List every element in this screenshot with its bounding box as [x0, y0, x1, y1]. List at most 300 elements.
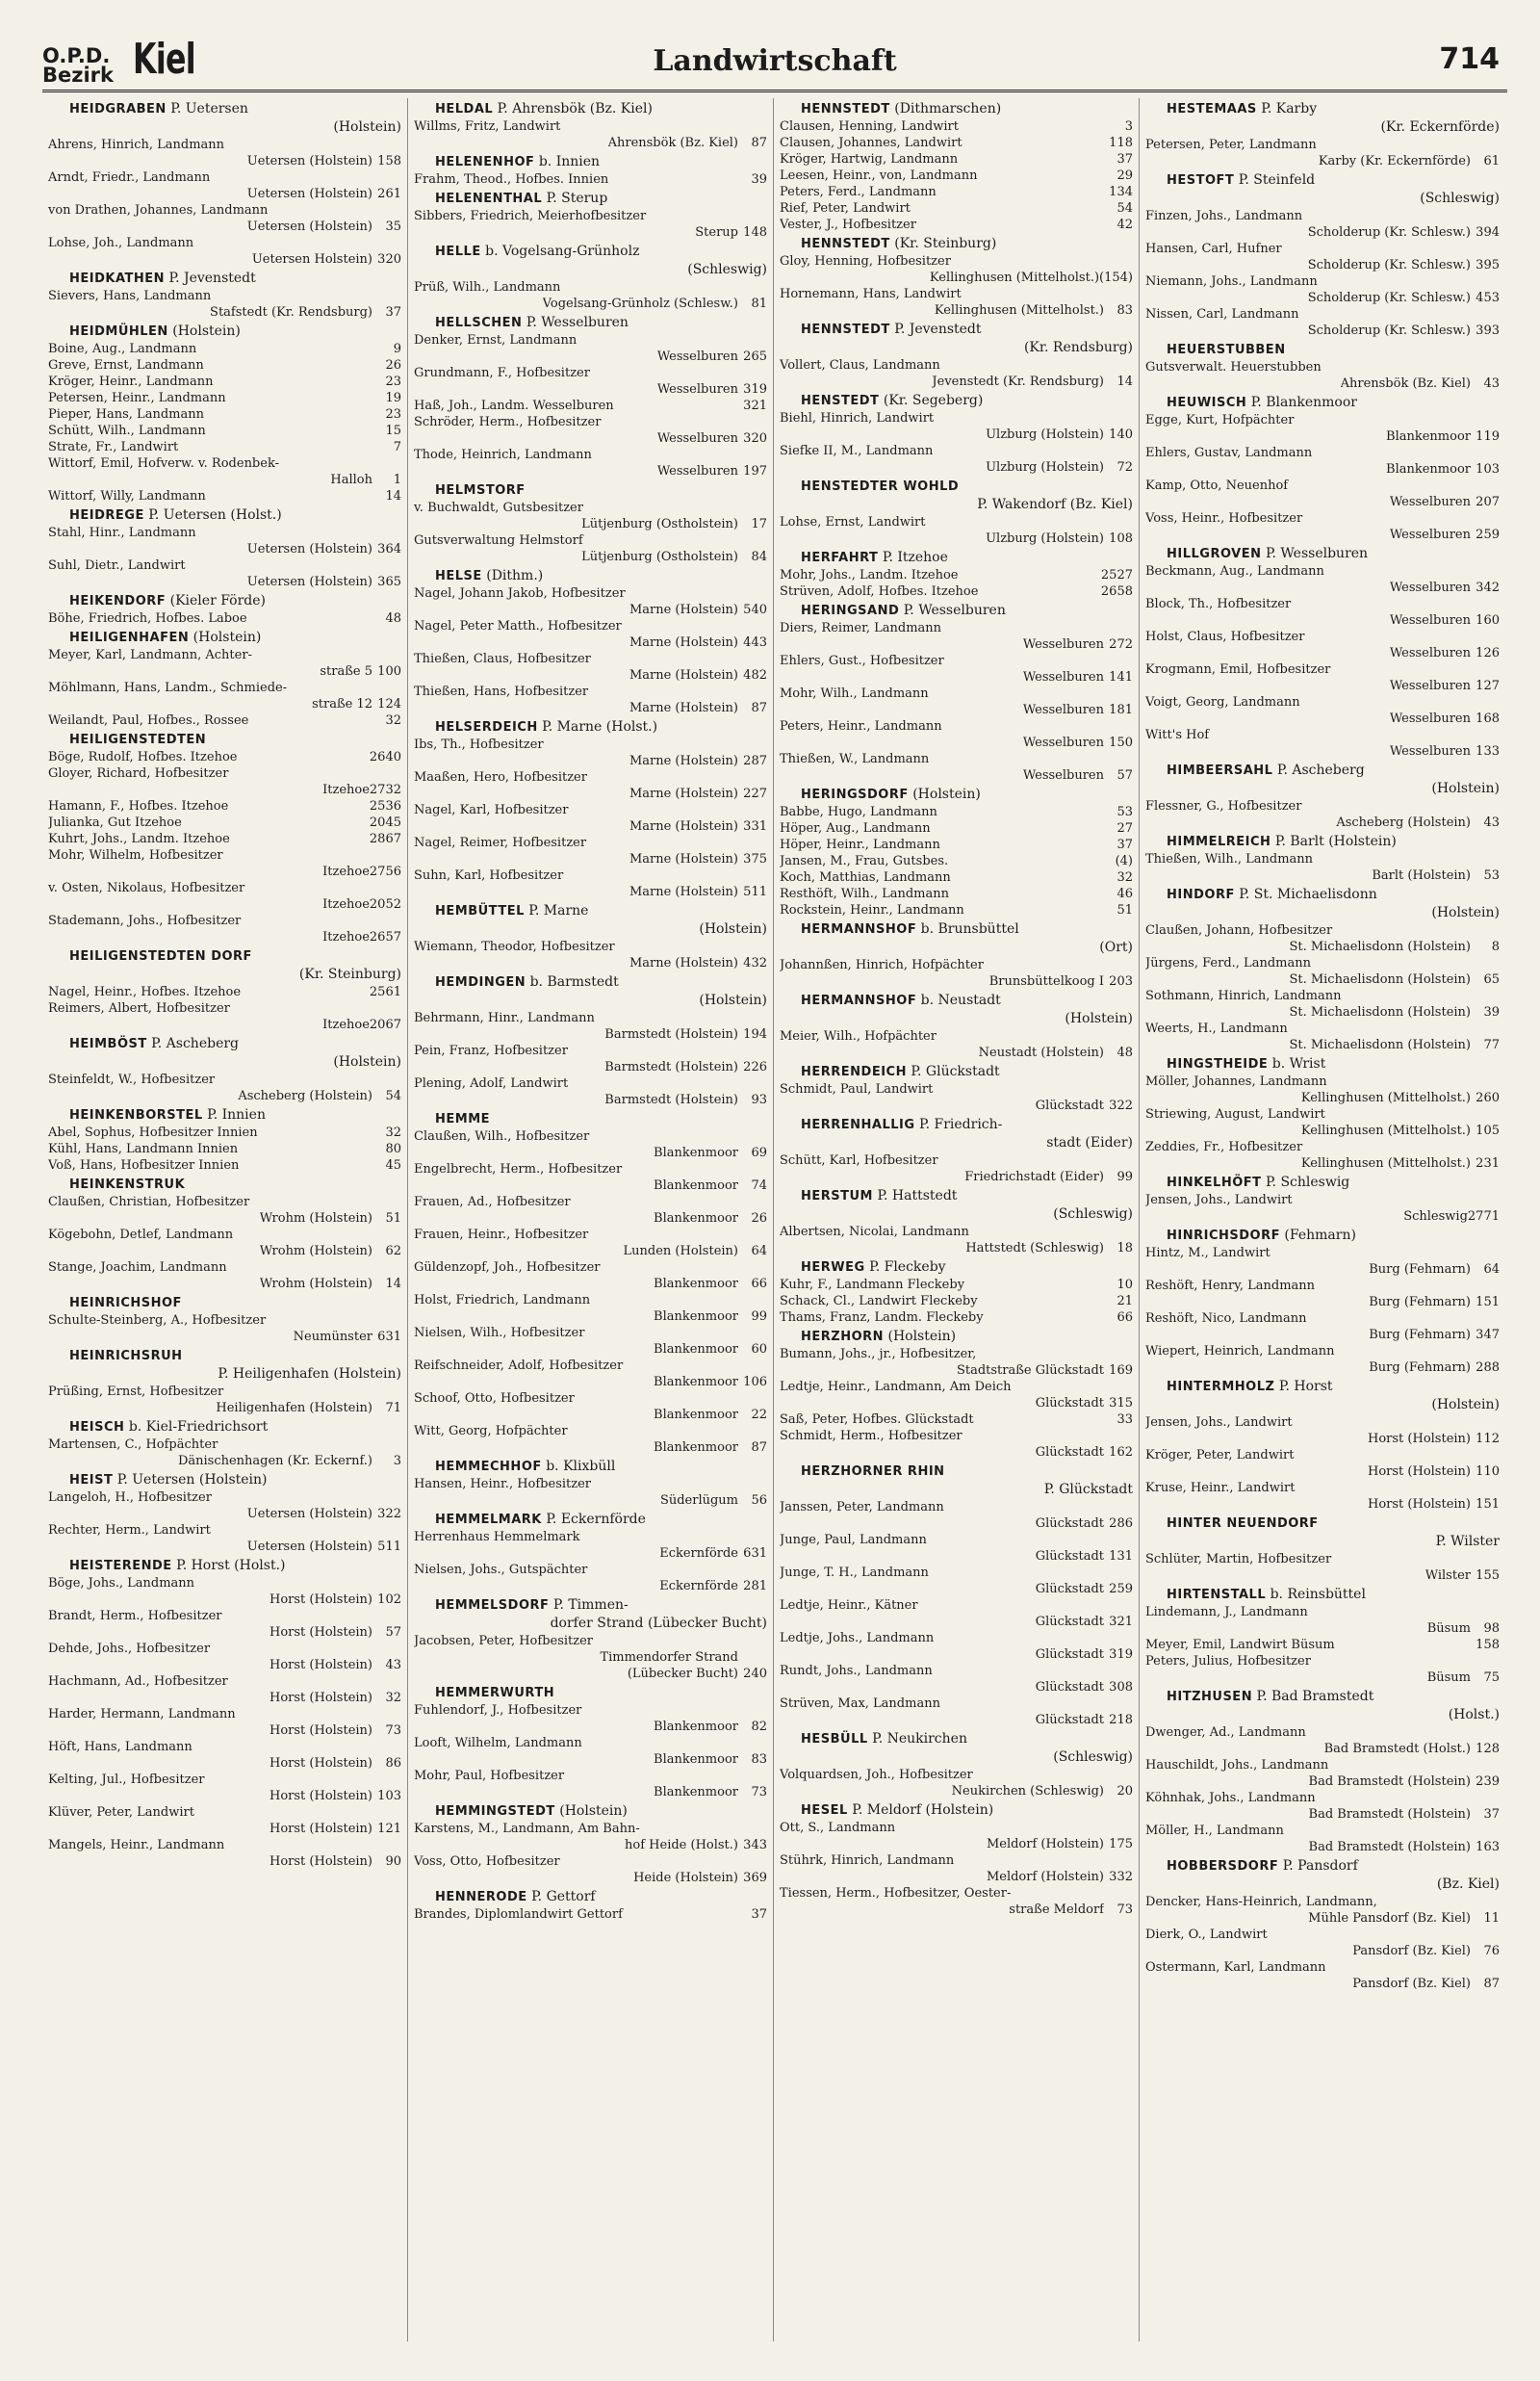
entry-name: Mohr, Wilh., Landmann [780, 686, 929, 701]
entry-locality: Wesselburen [656, 382, 738, 397]
place-sublocality: (Schleswig) [1420, 191, 1500, 206]
entry [414, 1259, 767, 1292]
entry-locality: Horst (Holstein) [270, 1854, 372, 1869]
place-locality: (Holstein) [908, 787, 981, 802]
entry-locality: Süderlügum [659, 1493, 738, 1508]
place-line [780, 602, 1133, 620]
entry-name: Brandes, Diplomlandwirt Gettorf [414, 1907, 623, 1922]
entry-locality-row [1145, 1669, 1500, 1686]
entry-row [48, 610, 401, 627]
entry-name: Krogmann, Emil, Hofbesitzer [1145, 662, 1331, 677]
entry-row [48, 798, 401, 815]
entry [48, 1489, 401, 1522]
entry-number: 169 [1109, 1363, 1133, 1378]
place-line [414, 314, 767, 332]
entry-number: 43 [1483, 376, 1500, 391]
entry-number: 231 [1476, 1156, 1500, 1171]
entry-name-row [780, 286, 1133, 302]
place-heading [1145, 1688, 1500, 1724]
entry [414, 585, 767, 618]
entry-locality: Meldorf (Holstein) [986, 1837, 1104, 1851]
entry-name-row [48, 1072, 401, 1088]
place-heading [1145, 545, 1500, 563]
place-locality: P. Jevenstedt [889, 322, 982, 337]
entry-locality: Karby (Kr. Eckernförde) [1318, 154, 1471, 168]
entry [780, 118, 1133, 135]
entry-number: 46 [1116, 887, 1133, 901]
place-name: HINGSTHEIDE [1167, 1057, 1269, 1072]
place-line [780, 920, 1133, 939]
entry-locality: Stadtstraße Glückstadt [956, 1363, 1104, 1378]
entry-locality: Marne (Holstein) [629, 668, 738, 683]
entry-locality-row [414, 135, 767, 151]
entry-name: Grundmann, F., Hofbesitzer [414, 366, 590, 380]
entry [48, 1125, 401, 1141]
entry-locality: Uetersen (Holstein) [246, 220, 372, 234]
entry-locality: Horst (Holstein) [270, 1723, 372, 1738]
entry [1145, 359, 1500, 392]
entry-number: 73 [1116, 1902, 1133, 1917]
entry-name: Rundt, Johs., Landmann [780, 1664, 933, 1678]
entry-number: 128 [1476, 1742, 1500, 1756]
place-name: HIRTENSTALL [1167, 1588, 1267, 1602]
entry-name: Gutsverwaltung Helmstorf [414, 533, 583, 548]
entry-locality-row [48, 1400, 401, 1416]
entry-name-row [48, 1312, 401, 1329]
entry [48, 749, 401, 765]
place-heading [780, 100, 1133, 118]
entry-locality-row [414, 224, 767, 241]
entry-locality: Lunden (Holstein) [623, 1244, 738, 1258]
entry-name: Schütt, Karl, Hofbesitzer [780, 1153, 938, 1168]
entry [48, 1673, 401, 1706]
place-heading [414, 1596, 767, 1633]
place-name: HEINKENSTRUK [69, 1178, 186, 1192]
entry [780, 820, 1133, 837]
entry [780, 1346, 1133, 1379]
place-locality: (Kieler Förde) [166, 593, 266, 608]
entry-name-row [1145, 1021, 1500, 1037]
entry-name-row [1145, 1823, 1500, 1839]
entry-name: Nagel, Heinr., Hofbes. Itzehoe [48, 985, 242, 999]
entry [414, 1194, 767, 1227]
entry [780, 217, 1133, 233]
entry-number: 1 [393, 473, 401, 487]
entry-number: 239 [1476, 1774, 1500, 1789]
place-heading [414, 243, 767, 279]
place-heading [1145, 171, 1500, 208]
entry-number: 432 [743, 956, 767, 971]
entry-number: 175 [1109, 1837, 1133, 1851]
entry-name-row [1145, 1139, 1500, 1155]
entry-name: Gutsverwalt. Heuerstubben [1145, 360, 1322, 375]
entry-name-row [780, 1532, 1133, 1548]
entry-row [780, 151, 1133, 168]
entry-locality-row [414, 1374, 767, 1390]
entry-name: Pein, Franz, Hofbesitzer [414, 1044, 568, 1058]
place-heading [780, 392, 1133, 410]
entry-number: 77 [1483, 1038, 1500, 1052]
place-heading [1145, 100, 1500, 137]
entry-locality: Horst (Holstein) [270, 1658, 372, 1672]
entry-name-row [414, 208, 767, 224]
entry-number: 181 [1109, 703, 1133, 717]
entry-name-row [780, 357, 1133, 374]
entry-name-row [414, 1768, 767, 1784]
place-line [48, 1347, 401, 1365]
entry-locality: Scholderup (Kr. Schlesw.) [1307, 291, 1471, 305]
place-locality: P. Neukirchen [867, 1731, 967, 1747]
entry [1145, 727, 1500, 760]
entry-locality: Blankenmoor [1386, 429, 1471, 444]
entry-locality-row [48, 1453, 401, 1469]
entry-name: Thießen, Hans, Hofbesitzer [414, 685, 589, 699]
entry-locality-row [48, 929, 401, 945]
entry-name-row [780, 443, 1133, 459]
entry-name-row [1145, 1959, 1500, 1976]
entry-locality-row [414, 430, 767, 447]
entry-name: Vester, J., Hofbesitzer [780, 218, 916, 232]
entry-row [48, 1157, 401, 1174]
entry-number: 32 [385, 713, 401, 728]
entry-name-row [1145, 412, 1500, 428]
entry-name: Wittorf, Emil, Hofverw. v. Rodenbek- [48, 456, 279, 471]
entry-name-row [414, 532, 767, 549]
place-locality: P. Pansdorf [1278, 1858, 1358, 1874]
entry-number: 103 [377, 1789, 401, 1803]
place-sublocality: (Schleswig) [1053, 1749, 1133, 1765]
entry [1145, 1637, 1500, 1653]
entry-name: Flessner, G., Hofbesitzer [1145, 799, 1302, 814]
entry-locality: Wesselburen [1389, 744, 1471, 759]
entry-locality: Barlt (Holstein) [1372, 868, 1471, 883]
entry-number: 226 [743, 1060, 767, 1074]
entry [780, 410, 1133, 443]
entry-locality: Uetersen (Holstein) [246, 542, 372, 556]
entry-locality-row [48, 1853, 401, 1870]
entry-name: Lindemann, J., Landmann [1145, 1605, 1308, 1619]
place-heading [48, 1418, 401, 1436]
entry-name: Kröger, Peter, Landwirt [1145, 1448, 1295, 1462]
entry-name: Leesen, Heinr., von, Landmann [780, 168, 978, 183]
entry-name: Nagel, Peter Matth., Hofbesitzer [414, 619, 622, 634]
entry-number: 2536 [369, 799, 401, 814]
entry-locality: Itzehoe [322, 783, 370, 797]
place-sublocality: P. Glückstadt [1043, 1482, 1133, 1497]
entry-name: Herrenhaus Hemmelmark [414, 1530, 580, 1544]
place-heading [48, 100, 401, 137]
place-heading [414, 718, 767, 737]
entry-name-row [414, 500, 767, 516]
entry-name: Behrmann, Hinr., Landmann [414, 1011, 595, 1025]
entry-row [780, 820, 1133, 837]
entry-name: Rockstein, Heinr., Landmann [780, 903, 964, 918]
entry-number: 54 [1116, 201, 1133, 216]
entry-locality: Marne (Holstein) [629, 819, 738, 834]
entry-name: Stührk, Hinrich, Landmann [780, 1853, 955, 1868]
place-locality: P. Blankenmoor [1246, 395, 1357, 410]
entry-number: 259 [1476, 528, 1500, 542]
place-locality: P. Wesselburen [1261, 546, 1369, 561]
entry-locality-row [1145, 1839, 1500, 1855]
entry-locality-row [414, 1145, 767, 1161]
entry-name-row [780, 718, 1133, 735]
entry-locality-row [1145, 1806, 1500, 1823]
entry-name-row [1145, 1757, 1500, 1773]
entry [414, 618, 767, 651]
entry-locality: Wesselburen [1389, 646, 1471, 660]
entry-name-row [48, 1575, 401, 1592]
place-sublocality: stadt (Eider) [1046, 1135, 1133, 1151]
place-heading [48, 1035, 401, 1072]
entry-name: Frahm, Theod., Hofbes. Innien [414, 172, 609, 187]
place-name: HEMMELMARK [435, 1513, 542, 1527]
place-name: HERRENHALLIG [801, 1118, 915, 1132]
entry-locality: Neukirchen (Schleswig) [951, 1784, 1104, 1799]
place-name: HELLE [435, 245, 481, 259]
place-locality: b. Reinsbüttel [1266, 1587, 1366, 1602]
entry-locality: Ascheberg (Holstein) [238, 1089, 372, 1103]
place-heading [48, 1106, 401, 1125]
entry-name: Clausen, Johannes, Landwirt [780, 136, 962, 150]
entry-name: Möller, H., Landmann [1145, 1824, 1284, 1838]
entry-locality: Wesselburen [1389, 613, 1471, 628]
entry-name-row [414, 1010, 767, 1026]
entry [780, 804, 1133, 820]
place-line [1145, 545, 1500, 563]
entry-name: Ibs, Th., Hofbesitzer [414, 738, 544, 752]
entry [1145, 137, 1500, 169]
place-locality: b. Neustadt [916, 993, 1001, 1008]
entry-locality-row [780, 1395, 1133, 1411]
entry [414, 769, 767, 802]
entry-name-row [48, 1837, 401, 1853]
entry-name-row [48, 525, 401, 541]
place-locality: P. Steinfeld [1234, 172, 1316, 188]
entry-name: Arndt, Friedr., Landmann [48, 170, 211, 185]
entry-row [780, 135, 1133, 151]
entry [414, 118, 767, 151]
entry-name-row [1145, 1894, 1500, 1910]
place-line [48, 1176, 401, 1194]
entry-number: 124 [377, 697, 401, 712]
entry-number: 87 [751, 701, 767, 715]
entry-name: Claußen, Johann, Hofbesitzer [1145, 923, 1333, 938]
place-name: HERSTUM [801, 1189, 873, 1203]
entry-name: Wittorf, Willy, Landmann [48, 489, 206, 504]
entry-name: Rief, Peter, Landwirt [780, 201, 911, 216]
entry [48, 390, 401, 406]
entry-number: 2045 [369, 815, 401, 830]
place-name: HINDORF [1167, 888, 1235, 902]
entry-number: 14 [385, 489, 401, 504]
entry-locality-row [1145, 1037, 1500, 1053]
place-line [48, 506, 401, 525]
entry [780, 718, 1133, 751]
entry-name: Tiessen, Herm., Hofbesitzer, Oester- [780, 1886, 1012, 1901]
entry [1145, 241, 1500, 273]
entry-number: 65 [1483, 972, 1500, 987]
entry-number: 2527 [1100, 568, 1133, 582]
entry-number: 51 [385, 1211, 401, 1226]
entry [1145, 1278, 1500, 1310]
entry-name: Kruse, Heinr., Landwirt [1145, 1481, 1296, 1495]
entry-number: 84 [751, 550, 767, 564]
page-title: Landwirtschaft [653, 44, 897, 78]
entry-name-row [48, 1739, 401, 1755]
entry-locality: Blankenmoor [654, 1720, 738, 1734]
place-line [48, 1418, 401, 1436]
entry-locality: Jevenstedt (Kr. Rendsburg) [932, 375, 1104, 389]
entry-number: 26 [751, 1211, 767, 1226]
entry-locality: Halloh [330, 473, 372, 487]
entry [780, 1028, 1133, 1061]
entry-name: Plening, Adolf, Landwirt [414, 1076, 569, 1091]
entry-name: Schmidt, Herm., Hofbesitzer [780, 1429, 962, 1443]
place-heading [1145, 762, 1500, 798]
entry [48, 1259, 401, 1292]
place-name: HEISTERENDE [69, 1559, 172, 1573]
entry [414, 1735, 767, 1768]
entry-locality: Glückstadt [1035, 1396, 1104, 1410]
entry [48, 288, 401, 321]
place-heading [48, 731, 401, 749]
place-heading [48, 323, 401, 341]
entry-locality-row [414, 516, 767, 532]
entry-name: Willms, Fritz, Landwirt [414, 119, 561, 134]
place-line [780, 1063, 1133, 1081]
entry-name-row [414, 118, 767, 135]
place-locality: P. Ascheberg [146, 1036, 240, 1051]
entry [414, 1325, 767, 1358]
entry-number: 163 [1476, 1840, 1500, 1854]
entry-number: 2561 [369, 985, 401, 999]
place-name: HELDAL [435, 102, 494, 116]
place-name: HELMSTORF [435, 483, 526, 498]
entry-locality-row [414, 1407, 767, 1423]
place-heading [780, 1116, 1133, 1152]
entry [414, 835, 767, 867]
entry-locality: Marne (Holstein) [629, 956, 738, 971]
entry-name: v. Buchwaldt, Gutsbesitzer [414, 501, 583, 515]
place-locality: P. Wesselburen [522, 315, 629, 330]
entry-locality-row [1145, 1943, 1500, 1959]
entry [780, 1532, 1133, 1565]
entry-number: 2052 [369, 897, 401, 912]
entry-locality-row [1145, 580, 1500, 596]
entry-locality: Wesselburen [1022, 768, 1104, 783]
entry-number: 99 [751, 1309, 767, 1324]
entry-name-row [1145, 1604, 1500, 1620]
entry-number: 148 [743, 225, 767, 240]
entry-locality: St. Michaelisdonn (Holstein) [1289, 1038, 1471, 1052]
entry-name: Biehl, Hinrich, Landwirt [780, 411, 935, 426]
entry-name-row [414, 737, 767, 753]
place-name: HEMMELSDORF [435, 1598, 550, 1613]
entry-name-row [1145, 1310, 1500, 1327]
place-name: HESEL [801, 1803, 848, 1818]
entry [414, 500, 767, 532]
place-locality: P. Barlt (Holstein) [1270, 834, 1397, 849]
entry-name: Kelting, Jul., Hofbesitzer [48, 1773, 205, 1787]
entry-row [780, 118, 1133, 135]
entry-name: Abel, Sophus, Hofbesitzer Innien [48, 1126, 258, 1140]
entry-locality: St. Michaelisdonn (Holstein) [1289, 940, 1471, 954]
entry-row [48, 1141, 401, 1157]
entry-number: 72 [1116, 460, 1133, 475]
entry-name-row [780, 253, 1133, 270]
entry-name: Meier, Wilh., Hofpächter [780, 1029, 937, 1044]
place-heading [1145, 1857, 1500, 1894]
entry-locality-row [1145, 612, 1500, 629]
place-heading [414, 481, 767, 500]
entry-number: 83 [751, 1752, 767, 1767]
entry-name: Junge, Paul, Landmann [780, 1533, 927, 1547]
entry-number: 168 [1476, 712, 1500, 726]
entry-number: 394 [1476, 225, 1500, 240]
place-locality: P. Fleckeby [864, 1259, 946, 1275]
entry-name: Babbe, Hugo, Landmann [780, 805, 937, 819]
entry-name: Klüver, Peter, Landwirt [48, 1805, 194, 1820]
entry-name: Böhe, Friedrich, Hofbes. Laboe [48, 611, 247, 626]
entry-number: 2657 [369, 930, 401, 945]
entry-locality: Wrohm (Holstein) [259, 1244, 372, 1258]
entry-number: 18 [1116, 1241, 1133, 1255]
entry [414, 332, 767, 365]
entry-number: 315 [1109, 1396, 1133, 1410]
entry-row [780, 1309, 1133, 1326]
place-heading [780, 235, 1133, 253]
entry-locality-row [780, 531, 1133, 547]
entry-number: 631 [377, 1330, 401, 1344]
entry-locality-row [414, 1870, 767, 1886]
column-2 [408, 98, 774, 2342]
place-line [1145, 394, 1500, 412]
entry-number: 87 [751, 136, 767, 150]
entry [1145, 851, 1500, 884]
entry-locality: Horst (Holstein) [1368, 1432, 1471, 1446]
entry [780, 1152, 1133, 1185]
entry-locality: Itzehoe [322, 865, 370, 879]
entry-row [780, 200, 1133, 217]
place-line [780, 1187, 1133, 1205]
entry-row [780, 886, 1133, 902]
entry-locality: Marne (Holstein) [629, 701, 738, 715]
place-heading [780, 321, 1133, 357]
entry-number: 39 [751, 172, 767, 187]
entry-number: 322 [1109, 1099, 1133, 1113]
entry-number: 343 [743, 1838, 767, 1852]
entry-row [48, 341, 401, 357]
entry [1145, 1106, 1500, 1139]
entry-locality-row [780, 1098, 1133, 1114]
entry-locality-row [1145, 1463, 1500, 1480]
entry-locality-row [414, 1092, 767, 1108]
entry-name-row [414, 835, 767, 851]
place-line [1145, 341, 1500, 359]
place-line [414, 1802, 767, 1821]
entry-locality: Horst (Holstein) [270, 1789, 372, 1803]
entry-name-row [414, 769, 767, 786]
entry-number: 66 [1116, 1310, 1133, 1325]
entry-name: Zeddies, Fr., Hofbesitzer [1145, 1140, 1303, 1154]
entry-name-row [780, 410, 1133, 427]
place-name: HEMMERWURTH [435, 1686, 555, 1700]
entry-locality-row [780, 1646, 1133, 1663]
column-4 [1140, 98, 1505, 2342]
entry-name: Kuhrt, Johs., Landm. Itzehoe [48, 832, 230, 846]
entry-locality-row [414, 1341, 767, 1358]
